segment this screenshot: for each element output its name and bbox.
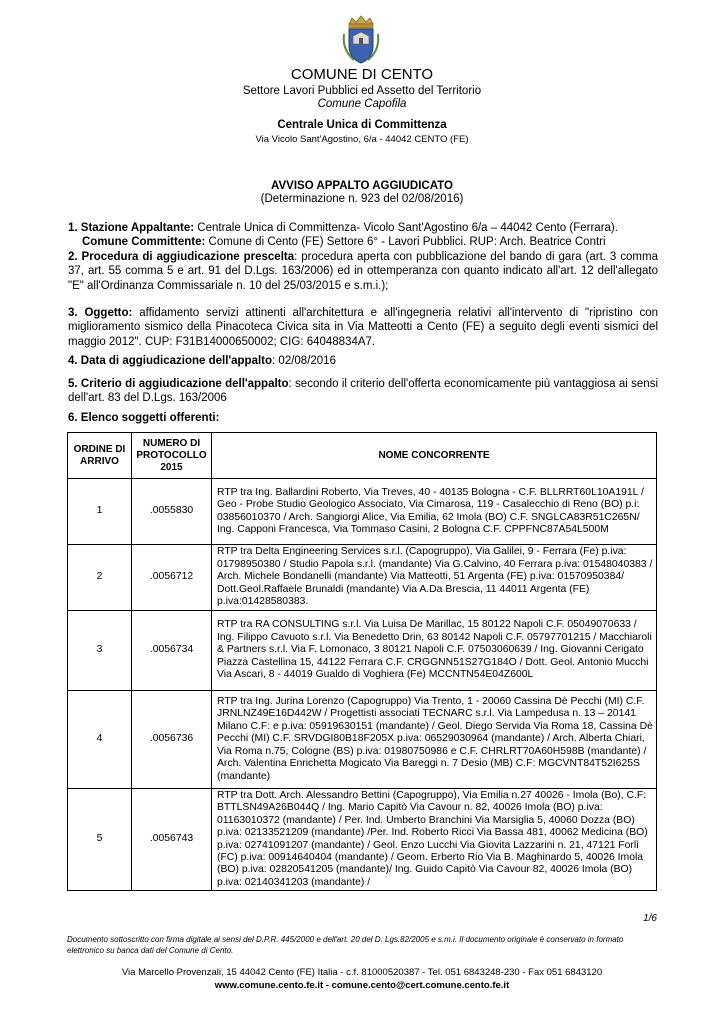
section-4: [68, 354, 658, 368]
row-protocollo: .0056736: [132, 691, 212, 789]
section-2: [68, 250, 658, 293]
row-protocollo: .0055830: [132, 479, 212, 545]
row-nome: RTP tra Ing. Jurina Lorenzo (Capogruppo) Via Trento, 1 - 20060 Cassina Dè Pecchi (MI) C.F. JRNLNZ49E16D442W / Progettisti associati TECNARC s.r.l. Via Lampedusa n. 13 – 20141 Milano C.F: e p.iva: 05919630151 (mandante) / Geol. Diego Servida Via Roma 18, Cassina Dè Pecchi (MI) C.F. SRVDGI80B18F205X p.iva: 06529030964 (mandante) / Arch. Alberta Chiari, Via Roma n.75, Cologne (BS) p.iva: 01980750986 e C.F. CHRLRT70A60H598B (mandante) / Arch. Valentina Enrichetta Mogicato Via Bareggi n. 7 Desio (MB) C.F: MGCVNT84T52I625S (mandante): [212, 691, 657, 789]
section-5-label: 5. Criterio di aggiudicazione dell'appalto: [68, 378, 289, 390]
section-1-text: Centrale Unica di Committenza- Vicolo Sant'Agostino 6/a – 44042 Cento (Ferrara).: [194, 222, 618, 234]
table-header-row: [68, 433, 657, 479]
section-4-label: 4. Data di aggiudicazione dell'appalto: [68, 355, 273, 367]
capofila-subtitle: Comune Capofila: [317, 98, 407, 110]
row-ordine: 5: [68, 789, 132, 891]
section-6: [68, 411, 658, 425]
table-row: [68, 789, 657, 891]
signature-disclaimer: Documento sottoscritto con firma digitale ai sensi del D.P.R. 445/2000 e dell'art. 20 del D. Lgs.82/2005 e s.m.i. Il documento originale è conservato in formato elettronico su banca dati del Comune di Cento.: [67, 935, 624, 955]
header-nome: NOME CONCORRENTE: [212, 433, 657, 479]
notice-determination: (Determinazione n. 923 del 02/08/2016): [260, 193, 464, 205]
notice-title: AVVISO APPALTO AGGIUDICATO: [271, 180, 453, 192]
section-3: [68, 306, 658, 349]
row-protocollo: .0056743: [132, 789, 212, 891]
table-row: [68, 479, 657, 545]
header-ordine: ORDINE DI ARRIVO: [68, 433, 132, 479]
row-ordine: 2: [68, 545, 132, 611]
section-4-text: : 02/08/2016: [272, 355, 336, 367]
section-1b-label: Comune Committente:: [82, 236, 206, 249]
row-ordine: 4: [68, 691, 132, 789]
row-nome: RTP tra Dott. Arch. Alessandro Bettini (Capogruppo), Via Emilia n.27 40026 - Imola (Bo), C.F: BTTLSN49A26B044Q / Ing. Mario Capitò Via Cavour n. 82, 40026 Imola (BO) p.iva: 01163010372 (mandante) / Per. Ind. Umberto Branchini Via Marsiglia 5, 40060 Dozza (BO) p.iva: 02133521209 (mandante) /Per. Ind. Roberto Ricci Via Bassa 481, 40062 Medicina (BO) p.iva: 02741091207 (mandante) / Geol. Enzo Lucchi Via Giovita Lazzarini n. 21, 47121 Forlì (FC) p.iva: 00914640404 (mandante) / Geom. Erberto Rio Via B. Maghinardo 5, 40026 Imola (BO) p.iva: 02820541205 (mandante)/ Ing. Guido Capitò Via Cavour 82, 40026 Imola (BO) p.iva: 02140341203 (mandante) /: [212, 789, 657, 891]
header-protocollo: NUMERO DI PROTOCOLLO 2015: [132, 433, 212, 479]
row-protocollo: .0056712: [132, 545, 212, 611]
settore-subtitle: Settore Lavori Pubblici ed Assetto del Territorio: [242, 85, 482, 97]
section-1-label: 1. Stazione Appaltante:: [68, 222, 195, 234]
footer-address: Via Marcello Provenzali, 15 44042 Cento (FE) Italia - c.f. 81000520387 - Tel. 051 6843248-230 - Fax 051 6843120: [121, 967, 603, 978]
section-3-label: 3. Oggetto:: [68, 307, 133, 319]
offerenti-table: [67, 432, 657, 891]
table-row: [68, 545, 657, 611]
section-2-label: 2. Procedura di aggiudicazione prescelta: [68, 251, 295, 263]
row-nome: RTP tra Delta Engineering Services s.r.l. (Capogruppo), Via Galilei, 9 - Ferrara (Fe) p.iva: 01798950380 / Studio Papola s.r.l. (mandante) Via G.Calvino, 40 Ferrara p.iva: 01548040383 / Arch. Michele Bondanelli (mandante) Via Matteotti, 51 Argenta (FE) p.iva: 01570950384/ Dott.Geol.Raffaele Brunaldi (mandante) Via A.Da Brescia, 11 44011 Argenta (FE) p.iva:01428580383.: [212, 545, 657, 611]
footer-links: www.comune.cento.fe.it - comune.cento@cert.comune.cento.fe.it: [214, 980, 510, 991]
section-5-text: : secondo il criterio dell'offerta economicamente più vantaggiosa ai sensi dell'art. 83 del D.Lgs. 163/2006: [68, 378, 658, 405]
row-nome: RTP tra Ing. Ballardini Roberto, Via Treves, 40 - 40135 Bologna - C.F. BLLRRT60L10A191L / Geo - Probe Studio Geologico Associato, Via Cimarosa, 119 - Casalecchio di Reno (BO) p.i: 03856010370 / Arch. Sangiorgi Alice, Via Emilia, 62 Imola (BO) C.F. SNGLCA83R51C265N/ Ing. Capponi Francesca, Via Tommaso Casini, 2 Bologna C.F. CPPFNC87A54L500M: [212, 479, 657, 545]
table-row: [68, 611, 657, 691]
section-1: [68, 221, 658, 250]
page-number: 1/6: [643, 913, 657, 924]
table-row: [68, 691, 657, 789]
cuc-address: Via Vicolo Sant'Agostino, 6/a - 44042 CENTO (FE): [255, 134, 469, 145]
row-ordine: 3: [68, 611, 132, 691]
section-1b-text: Comune di Cento (FE) Settore 6° - Lavori Pubblici. RUP: Arch. Beatrice Contri: [205, 236, 606, 249]
comune-title: COMUNE DI CENTO: [290, 66, 434, 83]
row-protocollo: .0056734: [132, 611, 212, 691]
coat-of-arms-icon: [340, 14, 382, 66]
row-nome: RTP tra RA CONSULTING s.r.l. Via Luisa De Marillac, 15 80122 Napoli C.F. 05049070633 / Ing. Filippo Cavuoto s.r.l. Via Benedetto Drin, 63 80142 Napoli C.F. 05797701215 / Macchiaroli & Partners s.r.l. Via F. Lomonaco, 3 80121 Napoli C.F. 07503060639 / Ing. Giovanni Cerigato Piazza Castellina 15, 44122 Ferrara C.F. CRGGNN51S27G184O / Dott. Geol. Antonio Mucchi Via Ascari, 8 - 44019 Gualdo di Voghiera (Fe) MCCNTN54E04Z600L: [212, 611, 657, 691]
section-2-text: : procedura aperta con pubblicazione del bando di gara (art. 3 comma 37, art. 55 comma 5 e art. 91 del D.Lgs. 163/2006) ed in ottemperanza con quanto indicato all'art. 12 dell'allegato "E" all'Ordinanza Commissariale n. 10 del 25/03/2015 e s.m.i.);: [68, 251, 658, 292]
section-5: [68, 377, 658, 406]
row-ordine: 1: [68, 479, 132, 545]
cuc-title: Centrale Unica di Committenza: [277, 119, 447, 131]
section-3-text: affidamento servizi attinenti all'architettura e all'ingegneria relativi all'intervento di "ripristino con miglioramento sismico della Pinacoteca Civica sita in Via Matteotti a Cento (FE) a seguito degli eventi sismici del maggio 2012". CUP: F31B14000650002; CIG: 64048834A7.: [68, 307, 658, 348]
section-6-label: 6. Elenco soggetti offerenti:: [68, 412, 220, 424]
